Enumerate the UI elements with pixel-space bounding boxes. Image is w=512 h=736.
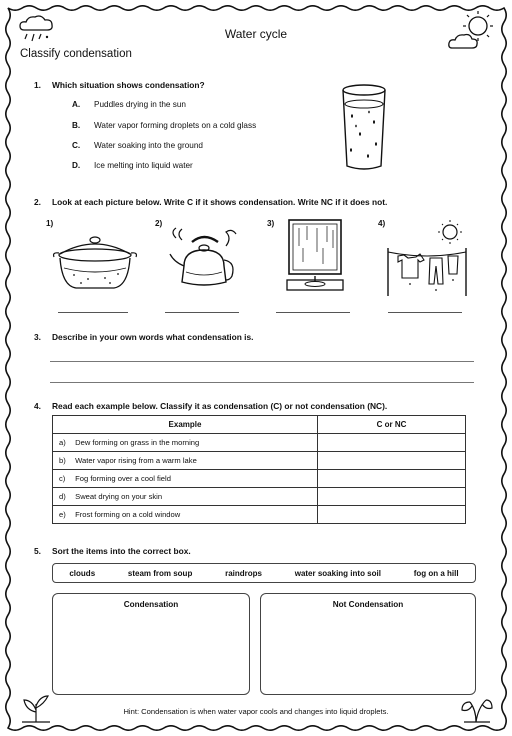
example-cell bbox=[53, 506, 318, 524]
option-text: Water soaking into the ground bbox=[94, 141, 203, 150]
answer-line-3[interactable] bbox=[276, 312, 350, 313]
example-cell bbox=[53, 488, 318, 506]
picture-number-2: 2) bbox=[155, 219, 163, 228]
question-text: Which situation shows condensation? bbox=[52, 80, 205, 90]
table-row bbox=[53, 506, 466, 524]
table-row bbox=[53, 488, 466, 506]
question-4 bbox=[34, 401, 387, 411]
row-letter: c) bbox=[59, 474, 66, 483]
clothesline-sun-icon bbox=[380, 218, 472, 298]
question-text: Read each example below. Classify it as condensation (C) or not condensation (NC). bbox=[52, 401, 388, 411]
picture-number-3: 3) bbox=[267, 219, 275, 228]
question-number: 3. bbox=[34, 332, 41, 342]
writing-line-1[interactable] bbox=[50, 361, 474, 362]
word-bank-item[interactable]: raindrops bbox=[225, 568, 262, 578]
question-5 bbox=[34, 546, 191, 556]
question-number: 2. bbox=[34, 197, 41, 207]
row-letter: e) bbox=[59, 510, 66, 519]
question-number: 1. bbox=[34, 80, 41, 90]
question-text: Look at each picture below. Write C if it shows condensation. Write NC if it does not. bbox=[52, 197, 388, 207]
glass-of-water-icon bbox=[336, 82, 392, 174]
option-d[interactable] bbox=[72, 161, 193, 170]
question-text: Describe in your own words what condensation is. bbox=[52, 332, 254, 342]
column-header-example: Example bbox=[53, 416, 318, 434]
row-text: Water vapor rising from a warm lake bbox=[75, 456, 197, 465]
example-cell bbox=[53, 434, 318, 452]
word-bank-item[interactable]: fog on a hill bbox=[413, 568, 459, 578]
column-header-answer: C or NC bbox=[318, 416, 466, 434]
option-text: Puddles drying in the sun bbox=[94, 100, 186, 109]
word-bank-item[interactable]: clouds bbox=[69, 568, 96, 578]
word-bank-item[interactable]: steam from soup bbox=[127, 568, 193, 578]
option-letter: D. bbox=[72, 161, 81, 170]
option-text: Water vapor forming droplets on a cold glass bbox=[94, 121, 257, 130]
answer-cell[interactable] bbox=[318, 506, 466, 524]
example-cell bbox=[53, 470, 318, 488]
picture-number-4: 4) bbox=[378, 219, 386, 228]
row-letter: b) bbox=[59, 456, 66, 465]
page-title: Water cycle bbox=[224, 27, 288, 41]
option-letter: A. bbox=[72, 100, 81, 109]
box-title: Not Condensation bbox=[332, 600, 404, 609]
row-letter: a) bbox=[59, 438, 66, 447]
question-2 bbox=[34, 197, 387, 207]
question-text: Sort the items into the correct box. bbox=[52, 546, 191, 556]
table-row bbox=[53, 434, 466, 452]
answer-line-4[interactable] bbox=[388, 312, 462, 313]
page-subtitle: Classify condensation bbox=[20, 48, 132, 60]
classification-table bbox=[52, 415, 466, 524]
condensation-box[interactable] bbox=[52, 593, 250, 695]
option-text: Ice melting into liquid water bbox=[94, 161, 193, 170]
question-number: 5. bbox=[34, 546, 41, 556]
option-b[interactable] bbox=[72, 121, 256, 130]
covered-pot-icon bbox=[50, 228, 140, 298]
row-letter: d) bbox=[59, 492, 66, 501]
question-1 bbox=[34, 80, 205, 90]
answer-cell[interactable] bbox=[318, 434, 466, 452]
not-condensation-box[interactable] bbox=[260, 593, 476, 695]
table-row bbox=[53, 470, 466, 488]
option-a[interactable] bbox=[72, 100, 186, 109]
answer-cell[interactable] bbox=[318, 488, 466, 506]
option-letter: B. bbox=[72, 121, 81, 130]
option-letter: C. bbox=[72, 141, 81, 150]
row-text: Sweat drying on your skin bbox=[75, 492, 163, 501]
row-text: Dew forming on grass in the morning bbox=[75, 438, 200, 447]
box-title: Condensation bbox=[123, 600, 179, 609]
row-text: Fog forming over a cool field bbox=[75, 474, 171, 483]
question-number: 4. bbox=[34, 401, 41, 411]
table-header-row bbox=[53, 416, 466, 434]
answer-line-2[interactable] bbox=[165, 312, 239, 313]
table-row bbox=[53, 452, 466, 470]
question-3 bbox=[34, 332, 254, 342]
word-bank bbox=[52, 563, 476, 583]
option-c[interactable] bbox=[72, 141, 203, 150]
picture-number-1: 1) bbox=[46, 219, 54, 228]
writing-line-2[interactable] bbox=[50, 382, 474, 383]
foggy-bathroom-mirror-icon bbox=[283, 218, 347, 296]
steaming-kettle-icon bbox=[166, 226, 244, 296]
hint-text: Hint: Condensation is when water vapor cools and changes into liquid droplets. bbox=[123, 707, 389, 716]
answer-cell[interactable] bbox=[318, 470, 466, 488]
example-cell bbox=[53, 452, 318, 470]
answer-line-1[interactable] bbox=[58, 312, 128, 313]
row-text: Frost forming on a cold window bbox=[75, 510, 181, 519]
answer-cell[interactable] bbox=[318, 452, 466, 470]
word-bank-item[interactable]: water soaking into soil bbox=[294, 568, 381, 578]
